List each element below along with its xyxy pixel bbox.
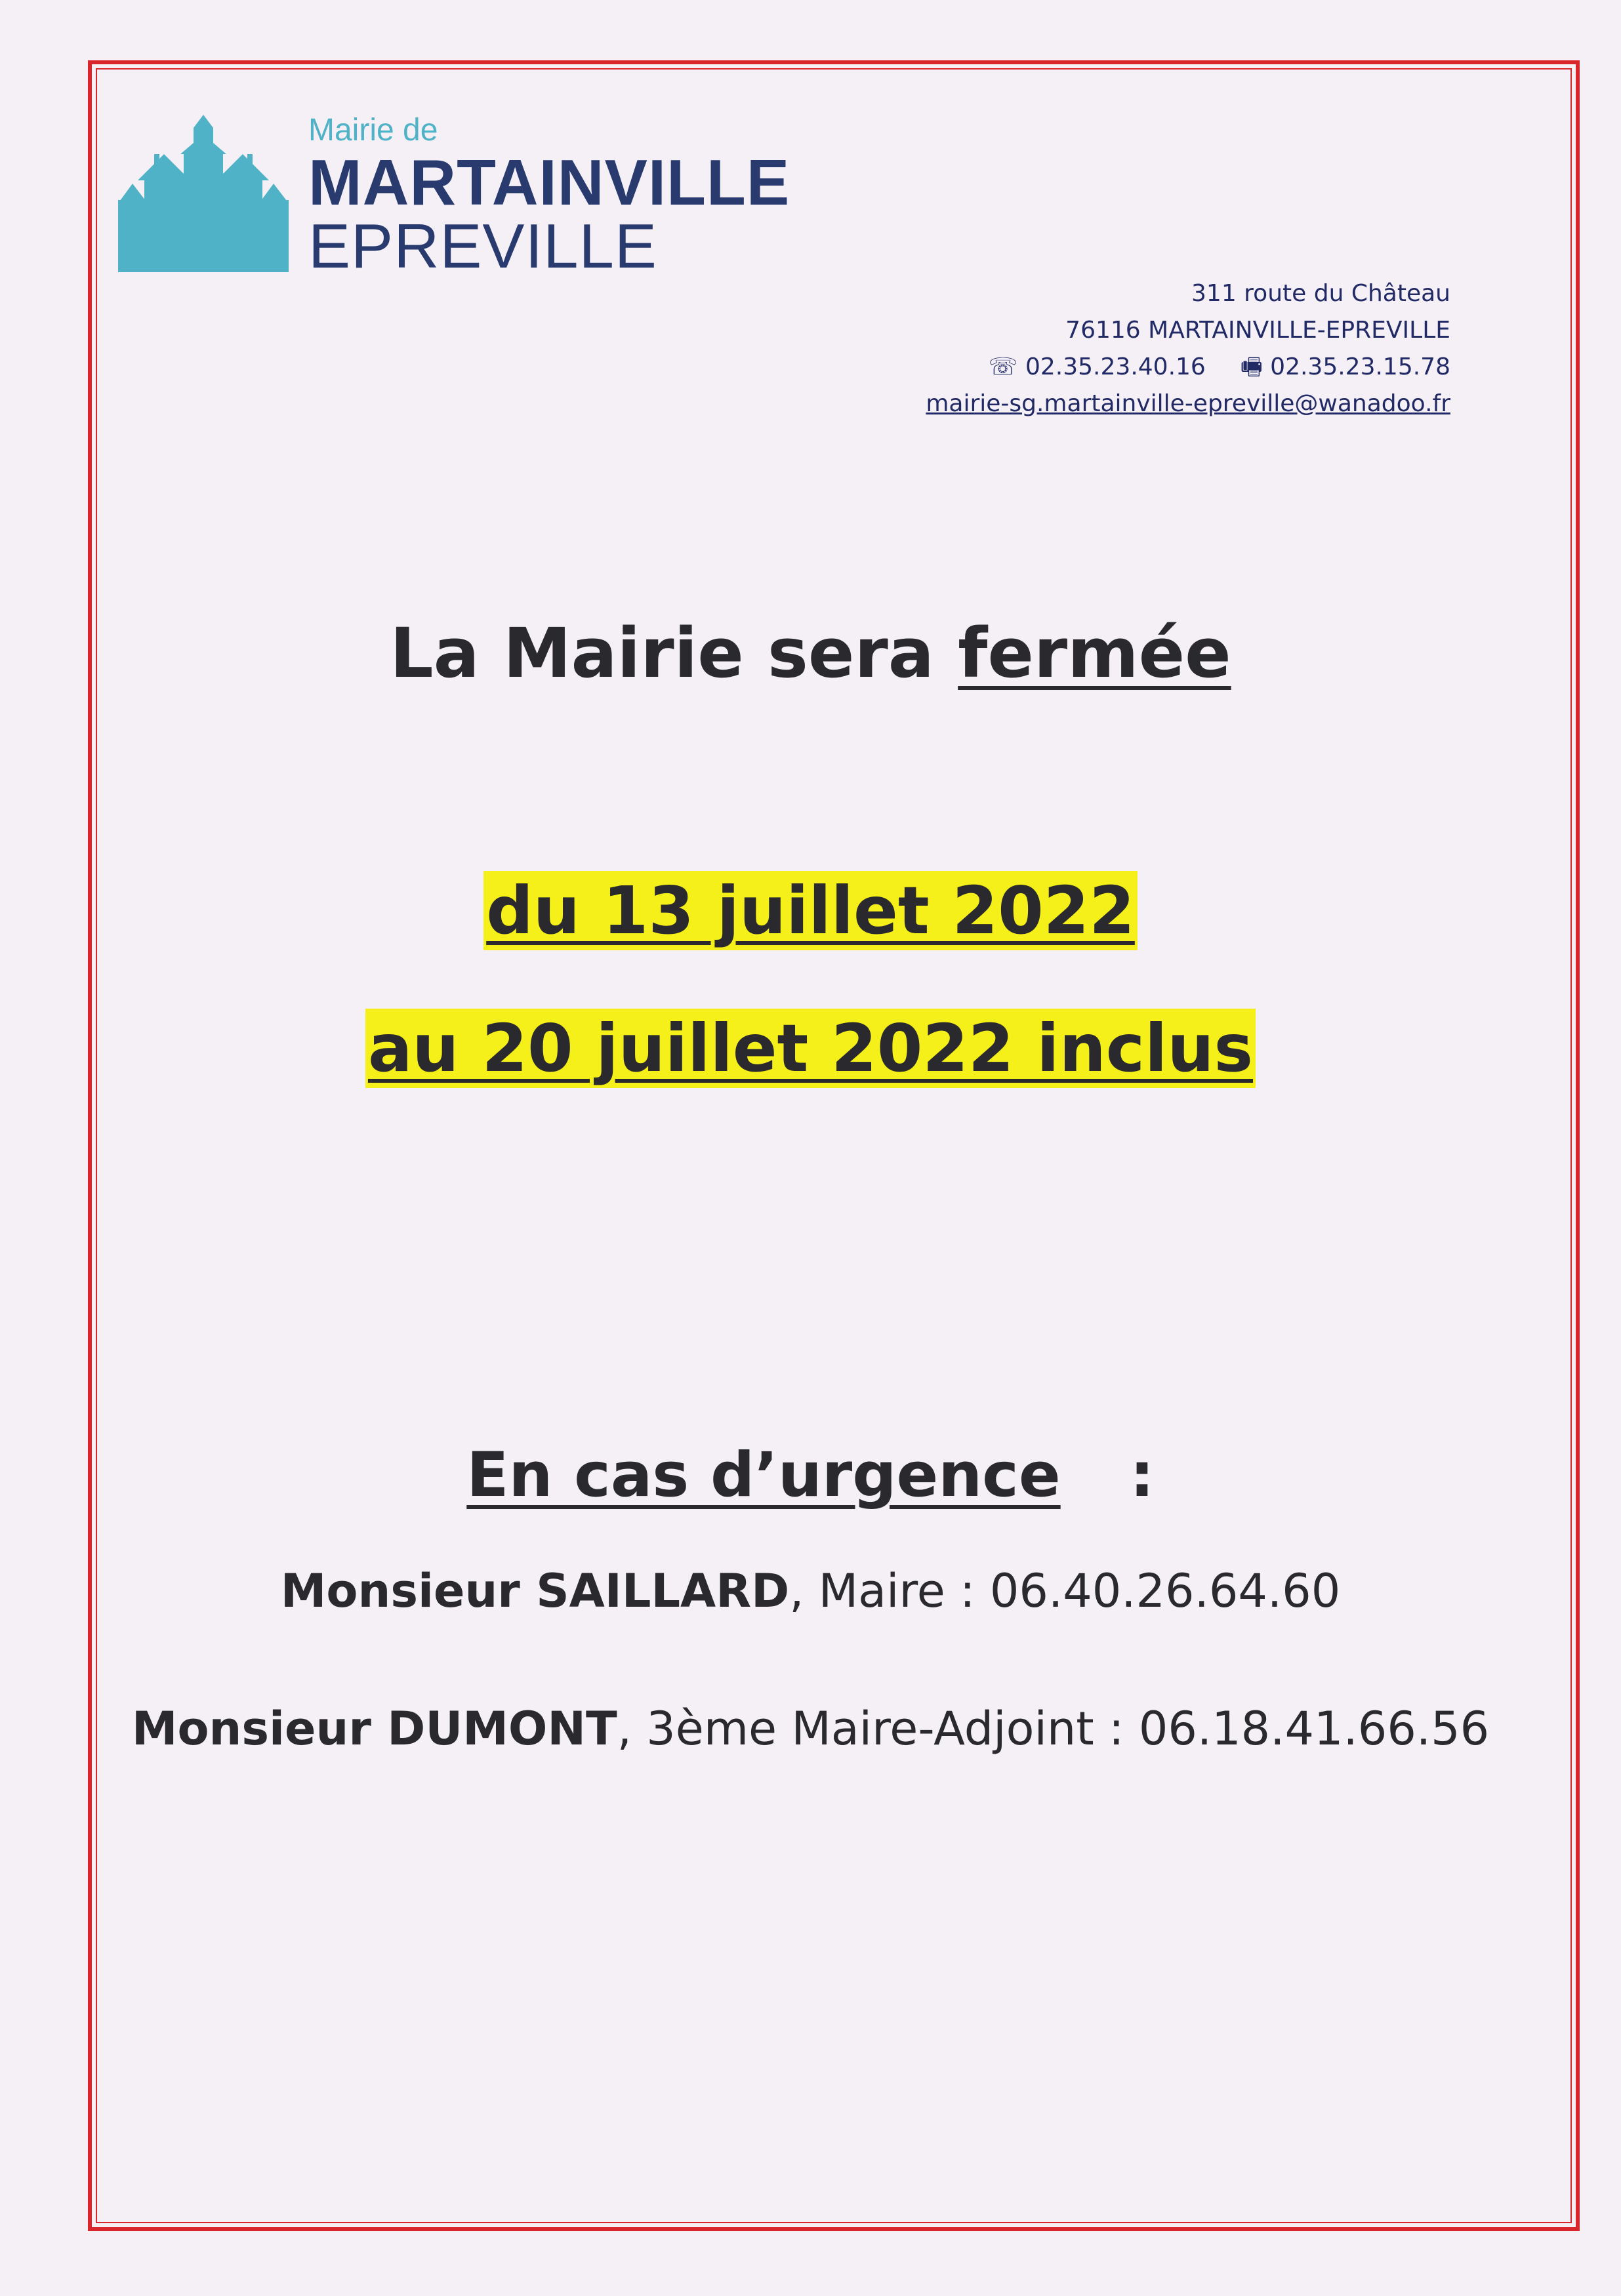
emergency-contact-deputy xyxy=(0,1702,1621,1756)
date-from xyxy=(0,872,1621,949)
date-from-text: du 13 juillet 2022 xyxy=(483,871,1138,950)
emergency-title xyxy=(0,1440,1621,1511)
contact-title: Monsieur xyxy=(280,1564,520,1618)
fax-number: 02.35.23.15.78 xyxy=(1270,353,1450,380)
mairie-logo xyxy=(118,111,790,282)
phone-icon: ☏ xyxy=(988,353,1018,380)
fax-icon: 🖷 xyxy=(1240,353,1263,380)
contact-name: DUMONT xyxy=(387,1702,617,1756)
contact-role: , 3ème Maire-Adjoint : xyxy=(617,1702,1139,1756)
contact-title: Monsieur xyxy=(131,1702,371,1756)
contact-block xyxy=(926,275,1450,422)
logo-line-mairie-de: Mairie de xyxy=(308,113,438,148)
emergency-contact-mayor xyxy=(0,1564,1621,1618)
logo-line-epreville: EPREVILLE xyxy=(308,211,657,281)
phone-number: 02.35.23.40.16 xyxy=(1025,353,1206,380)
email-link[interactable]: mairie-sg.martainville-epreville@wanadoo.fr xyxy=(926,390,1450,417)
chateau-icon xyxy=(118,115,289,272)
contact-phone: 06.18.41.66.56 xyxy=(1138,1702,1490,1756)
headline-emphasis: fermée xyxy=(958,613,1231,693)
contact-name: SAILLARD xyxy=(536,1564,790,1618)
emergency-title-text: En cas d’urgence xyxy=(466,1440,1061,1511)
city-line: 76116 MARTAINVILLE-EPREVILLE xyxy=(1065,317,1450,344)
closure-headline xyxy=(0,613,1621,693)
logo-text xyxy=(308,111,790,281)
date-to-text: au 20 juillet 2022 inclus xyxy=(365,1009,1256,1088)
logo-line-martainville: MARTAINVILLE xyxy=(308,146,790,218)
phone-fax-line xyxy=(926,349,1450,386)
contact-role: , Maire : xyxy=(789,1564,990,1618)
headline-prefix: La Mairie sera xyxy=(390,613,934,693)
address-line: 311 route du Château xyxy=(1191,280,1450,307)
contact-phone: 06.40.26.64.60 xyxy=(989,1564,1341,1618)
date-to xyxy=(0,1010,1621,1087)
emergency-colon: : xyxy=(1130,1440,1155,1511)
